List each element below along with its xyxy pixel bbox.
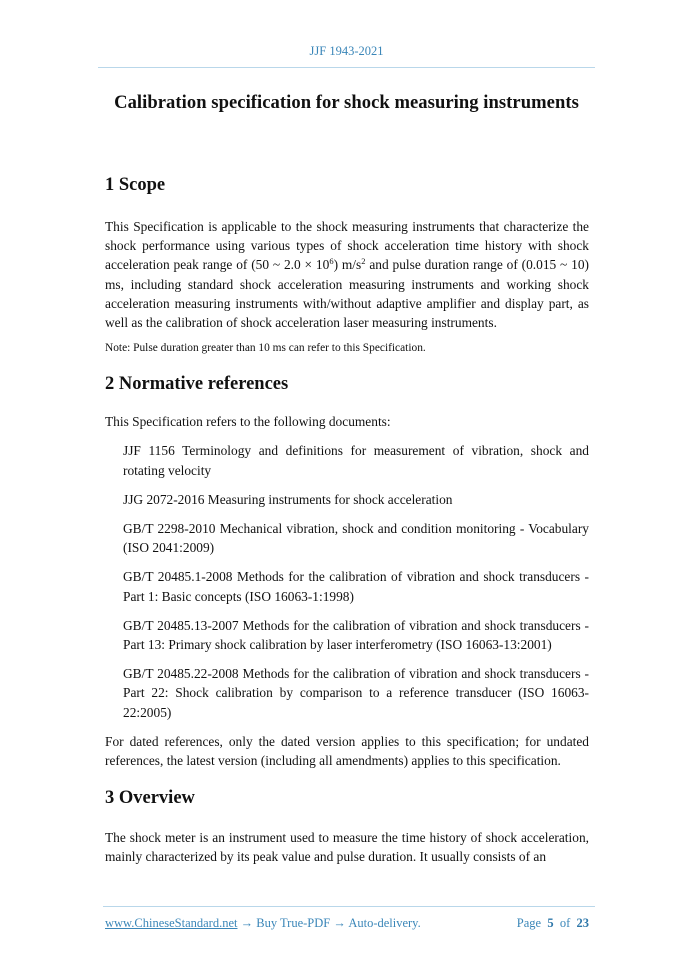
reference-item: GB/T 2298-2010 Mechanical vibration, shock and condition monitoring - Vocabulary (ISO 2041:2009) <box>123 521 589 556</box>
page-number <box>517 916 589 931</box>
running-header: JJF 1943-2021 <box>309 44 384 58</box>
scope-text-part: and pulse duration range of (0.015 ~ 10) ms, including standard shock acceleration measuring instruments and working shock acceleration measuring instruments with/without adaptive amplifier and display part, as well as the calibration of shock acceleration laser measuring instruments. <box>105 257 589 331</box>
page-total: 23 <box>576 916 589 930</box>
footer-divider <box>103 906 595 907</box>
page-label: Page <box>516 916 542 930</box>
superscript-exponent: 2 <box>361 256 366 267</box>
scope-text-part: This Specification is applicable to the shock measuring instruments that characterize the shock performance using various types of shock acceleration time history with shock acceleration peak range of (50 ~ 2.0 × 10 <box>105 219 589 273</box>
website-link[interactable]: www.ChineseStandard.net <box>105 916 238 930</box>
references-intro: This Specification refers to the following documents: <box>105 414 391 430</box>
section-heading-normative-references: 2 Normative references <box>105 374 289 395</box>
document-body <box>105 173 589 867</box>
page-current: 5 <box>547 916 554 930</box>
overview-paragraph: The shock meter is an instrument used to measure the time history of shock acceleration, mainly characterized by its peak value and pulse duration. It usually consists of an <box>105 830 589 865</box>
reference-list <box>105 441 589 721</box>
document-title: Calibration specification for shock measuring instruments <box>114 92 579 113</box>
reference-item: GB/T 20485.13-2007 Methods for the calibration of vibration and shock transducers - Part 13: Primary shock calibration by laser interferometry (ISO 16063-13:2001) <box>123 617 589 653</box>
header-divider <box>98 67 595 68</box>
reference-item: JJG 2072-2016 Measuring instruments for shock acceleration <box>123 491 453 507</box>
footer-promo <box>105 916 421 931</box>
buy-pdf-text: Buy True-PDF <box>256 916 331 930</box>
superscript-exponent: 6 <box>329 256 334 267</box>
auto-delivery-text: Auto-delivery. <box>348 916 421 930</box>
reference-item: GB/T 20485.1-2008 Methods for the calibration of vibration and shock transducers - Part 1: Basic concepts (ISO 16063-1:1998) <box>123 569 589 604</box>
scope-paragraph <box>105 217 589 332</box>
section-heading-scope: 1 Scope <box>105 175 166 195</box>
scope-text-part: ) m/s <box>333 257 362 273</box>
page-of-label: of <box>559 916 571 930</box>
reference-item: JJF 1156 Terminology and definitions for measurement of vibration, shock and rotating velocity <box>123 443 589 478</box>
reference-item: GB/T 20485.22-2008 Methods for the calibration of vibration and shock transducers - Part 22: Shock calibration by comparison to a reference transducer (ISO 16063-22:2005) <box>123 666 589 720</box>
page-footer <box>105 916 589 931</box>
arrow-right-icon: → <box>330 916 349 930</box>
references-closing: For dated references, only the dated version applies to this specification; for undated references, the latest version (including all amendments) applies to this specification. <box>105 733 589 769</box>
scope-note: Note: Pulse duration greater than 10 ms can refer to this Specification. <box>105 342 426 355</box>
section-heading-overview: 3 Overview <box>105 788 195 809</box>
arrow-right-icon: → <box>237 916 257 930</box>
